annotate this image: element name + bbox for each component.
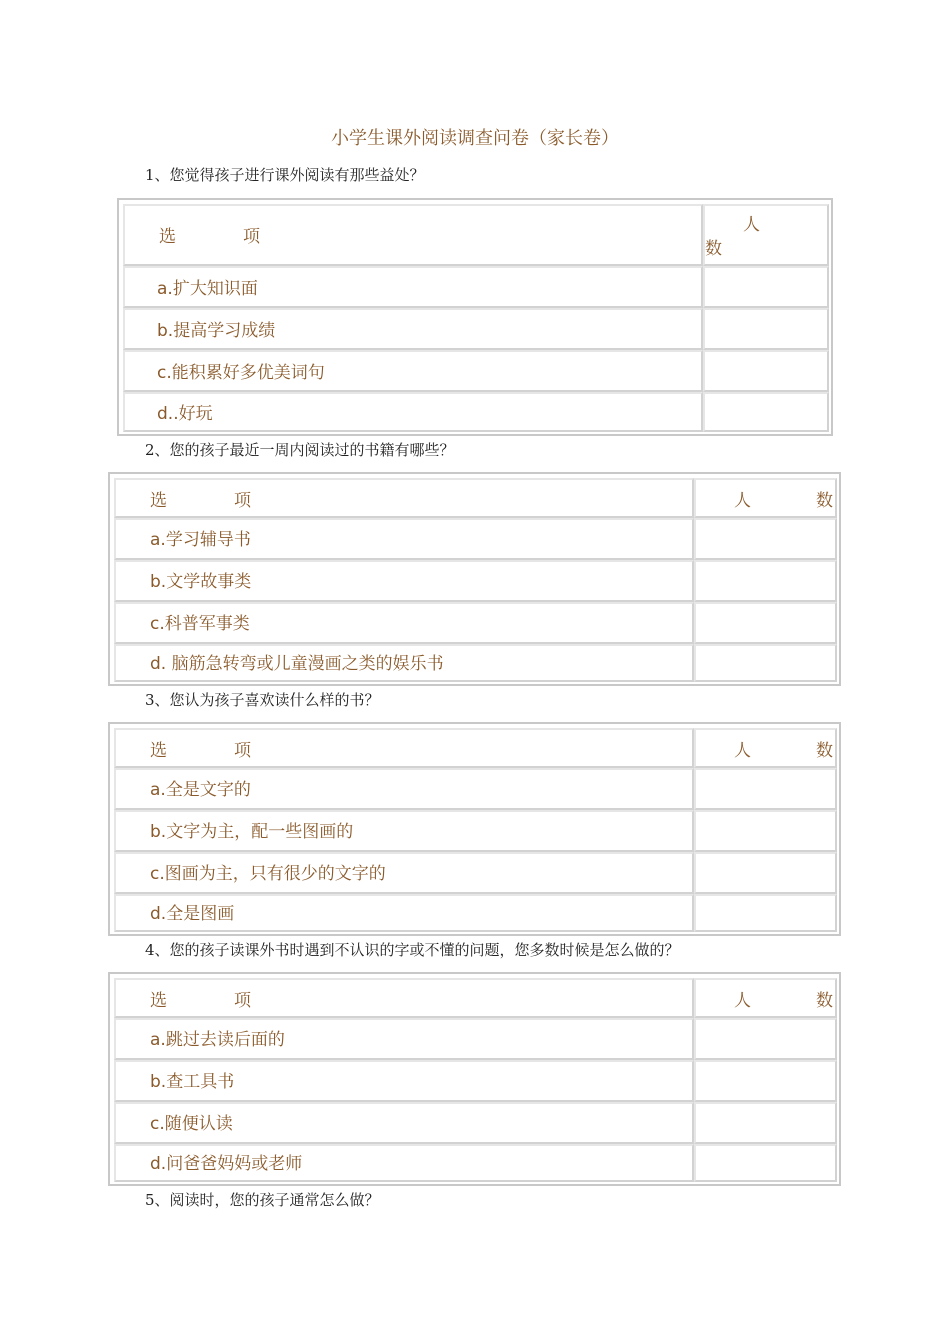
question-4-text: 4、您的孩子读课外书时遇到不认识的字或不懂的问题，您多数时候是怎么做的？ bbox=[145, 941, 680, 959]
header-count-label-b: 数 bbox=[816, 991, 833, 1011]
question-3-text: 3、您认为孩子喜欢读什么样的书？ bbox=[145, 691, 380, 709]
count-cell bbox=[694, 560, 837, 602]
header-count-label-a: 人 bbox=[734, 741, 751, 761]
header-count-cell bbox=[703, 204, 829, 266]
option-cell bbox=[114, 1144, 694, 1182]
option-cell bbox=[114, 810, 694, 852]
header-option-label-b: 项 bbox=[234, 491, 251, 511]
header-option-cell bbox=[114, 728, 694, 768]
header-option-label-b: 项 bbox=[234, 741, 251, 761]
count-cell bbox=[694, 602, 837, 644]
header-option-cell bbox=[123, 204, 703, 266]
option-label: b.提高学习成绩 bbox=[157, 321, 276, 341]
question-3-table bbox=[108, 722, 841, 936]
page-title: 小学生课外阅读调查问卷（家长卷） bbox=[331, 128, 619, 149]
option-label: a.跳过去读后面的 bbox=[150, 1030, 285, 1050]
question-2-table bbox=[108, 472, 841, 686]
option-cell bbox=[114, 1060, 694, 1102]
option-cell bbox=[114, 768, 694, 810]
option-cell bbox=[123, 392, 703, 432]
count-cell bbox=[694, 1018, 837, 1060]
question-5-text: 5、阅读时，您的孩子通常怎么做？ bbox=[145, 1191, 380, 1209]
count-cell bbox=[703, 266, 829, 308]
count-cell bbox=[703, 308, 829, 350]
count-cell bbox=[694, 644, 837, 682]
option-label: c.能积累好多优美词句 bbox=[157, 363, 325, 383]
question-1-table bbox=[117, 198, 833, 436]
header-count-label-a: 人 bbox=[734, 991, 751, 1011]
header-count-cell bbox=[694, 728, 837, 768]
option-cell bbox=[114, 644, 694, 682]
question-1-text: 1、您觉得孩子进行课外阅读有那些益处？ bbox=[145, 166, 425, 184]
header-count-label-b: 数 bbox=[705, 239, 722, 259]
count-cell bbox=[694, 1060, 837, 1102]
option-label: d.全是图画 bbox=[150, 904, 235, 924]
option-label: c.随便认读 bbox=[150, 1114, 233, 1134]
header-option-label-b: 项 bbox=[243, 227, 260, 247]
option-label: b.文字为主，配一些图画的 bbox=[150, 822, 354, 842]
count-cell bbox=[694, 768, 837, 810]
count-cell bbox=[694, 894, 837, 932]
header-option-cell bbox=[114, 478, 694, 518]
option-cell bbox=[114, 852, 694, 894]
option-label: a.扩大知识面 bbox=[157, 279, 258, 299]
header-count-cell bbox=[694, 478, 837, 518]
option-cell bbox=[114, 1102, 694, 1144]
option-label: c.科普军事类 bbox=[150, 614, 250, 634]
option-label: a.学习辅导书 bbox=[150, 530, 251, 550]
count-cell bbox=[694, 810, 837, 852]
header-option-cell bbox=[114, 978, 694, 1018]
option-cell bbox=[114, 518, 694, 560]
header-option-label-a: 选 bbox=[150, 991, 167, 1011]
option-cell bbox=[114, 602, 694, 644]
count-cell bbox=[703, 392, 829, 432]
count-cell bbox=[703, 350, 829, 392]
header-count-label-b: 数 bbox=[816, 491, 833, 511]
option-cell bbox=[123, 350, 703, 392]
count-cell bbox=[694, 1102, 837, 1144]
option-label: d..好玩 bbox=[157, 404, 213, 424]
header-option-label-a: 选 bbox=[150, 741, 167, 761]
option-label: d.问爸爸妈妈或老师 bbox=[150, 1154, 303, 1174]
header-count-cell bbox=[694, 978, 837, 1018]
option-cell bbox=[123, 266, 703, 308]
header-count-label-a: 人 bbox=[743, 215, 760, 235]
option-label: b.查工具书 bbox=[150, 1072, 235, 1092]
question-4-table bbox=[108, 972, 841, 1186]
option-label: a.全是文字的 bbox=[150, 780, 251, 800]
question-2-text: 2、您的孩子最近一周内阅读过的书籍有哪些？ bbox=[145, 441, 455, 459]
option-cell bbox=[114, 560, 694, 602]
count-cell bbox=[694, 518, 837, 560]
option-cell bbox=[114, 894, 694, 932]
option-cell bbox=[123, 308, 703, 350]
count-cell bbox=[694, 1144, 837, 1182]
header-count-label-b: 数 bbox=[816, 741, 833, 761]
option-label: b.文学故事类 bbox=[150, 572, 252, 592]
option-cell bbox=[114, 1018, 694, 1060]
option-label: c.图画为主，只有很少的文字的 bbox=[150, 864, 386, 884]
header-count-label-a: 人 bbox=[734, 491, 751, 511]
option-label: d. 脑筋急转弯或儿童漫画之类的娱乐书 bbox=[150, 654, 444, 674]
header-option-label-b: 项 bbox=[234, 991, 251, 1011]
header-option-label-a: 选 bbox=[159, 227, 176, 247]
count-cell bbox=[694, 852, 837, 894]
header-option-label-a: 选 bbox=[150, 491, 167, 511]
